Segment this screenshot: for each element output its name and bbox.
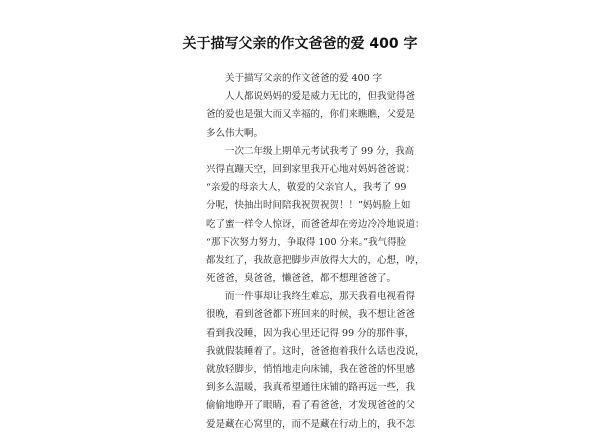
body-line: “那下次努力努力，争取得 100 分来。”我气得脸 [206,236,407,248]
body-line: 都发红了，我故意把脚步声放得大大的，心想，哼， [206,254,425,266]
body-line: 就放轻脚步，悄悄地走向床铺，我在爸爸的怀里感 [206,364,416,375]
body-line: 很晚，看到爸爸都下班回来的时候，我不想让爸爸 [206,309,416,321]
body-line: 死爸爸，臭爸爸，懒爸爸，都不想理爸爸了。 [206,273,397,285]
body-line: 我就假装睡着了。这时，爸爸抱着我什么话也没说， [206,345,425,357]
body-line: 吃了蜜一样令人惊讶，而爸爸却在旁边冷冷地说道： [206,218,425,230]
body-line: 分呢，快抽出时间陪我祝贺祝贺！！”妈妈脸上如 [206,200,411,212]
body-line: 看到我没睡，因为我心里还记得 99 分的那件事， [206,327,415,339]
body-line: 兴得直蹦天空，回到家里我开心地对妈妈爸爸说： [206,163,416,175]
body-line: “亲爱的母亲大人，敬爱的父亲官人，我考了 99 [206,182,407,194]
body-line: 到多么温暖，我真希望通往床铺的路再远一些，我 [206,382,416,394]
body-line: 爱是藏在心窝里的，而不是藏在行动上的，我不怎 [206,418,416,430]
body-line: 而一件事却让我终生难忘，那天我看电视看得 [225,291,416,303]
document-title: 关于描写父亲的作文爸爸的爱 400 字 [182,36,418,52]
body-line: 多么伟大啊。 [206,127,264,139]
body-line: 偷偷地睁开了眼睛，看了看爸爸，才发现爸爸的父 [206,400,416,412]
body-line: 关于描写父亲的作文爸爸的爱 400 字 [225,73,383,84]
document-body [206,70,425,434]
body-line: 人人都说妈妈的爱是威力无比的，但我觉得爸 [225,91,416,103]
body-line: 爸的爱也是强大而又幸福的，你们来瞧瞧，父爱是 [206,109,416,121]
body-line: 一次二年级上期单元考试我考了 99 分，我高 [225,145,415,157]
